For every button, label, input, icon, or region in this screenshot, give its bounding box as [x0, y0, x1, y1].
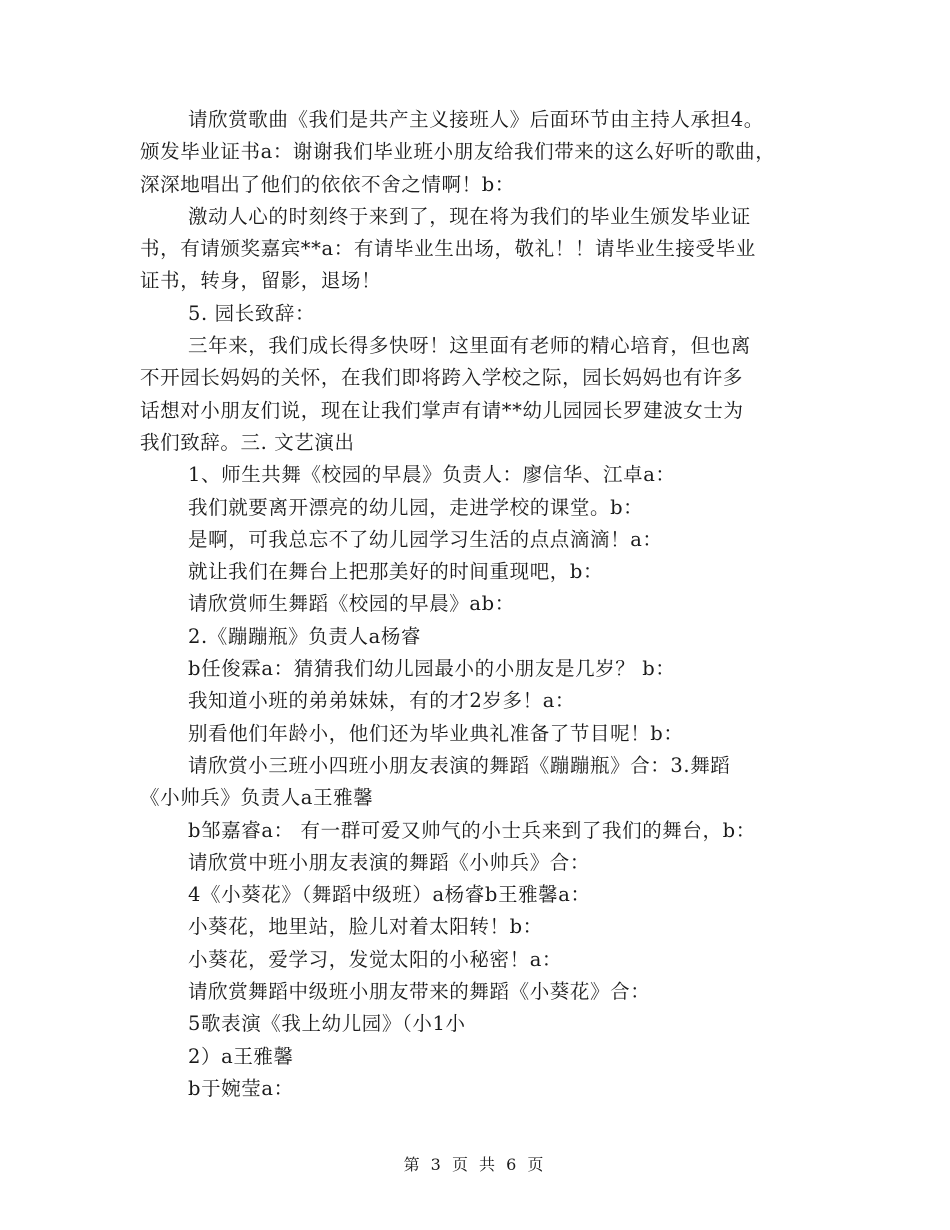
text-line: 三年来，我们成长得多快呀！这里面有老师的精心培育，但也离 [188, 334, 751, 358]
text-line: 4《小葵花》（舞蹈中级班）a杨睿b王雅馨a： [188, 883, 591, 907]
text-line: 就让我们在舞台上把那美好的时间重现吧，b： [188, 560, 604, 584]
text-line: b邹嘉睿a： 有一群可爱又帅气的小士兵来到了我们的舞台，b： [188, 818, 756, 842]
text-line: b于婉莹a： [188, 1076, 294, 1100]
text-line: 证书，转身，留影，退场！ [140, 269, 382, 293]
text-line: 请欣赏歌曲《我们是共产主义接班人》后面环节由主持人承担4。 [188, 108, 764, 131]
text-line: 不开园长妈妈的关怀，在我们即将跨入学校之际，园长妈妈也有许多 [140, 366, 744, 390]
text-line: 话想对小朋友们说，现在让我们掌声有请**幼儿园园长罗建波女士为 [140, 398, 744, 422]
text-line: 是啊，可我总忘不了幼儿园学习生活的点点滴滴！a： [188, 527, 663, 551]
text-line: 1、师生共舞《校园的早晨》负责人：廖信华、江卓a： [188, 463, 676, 487]
text-line: b任俊霖a：猜猜我们幼儿园最小的小朋友是几岁？ b： [188, 657, 676, 681]
text-line: 2.《蹦蹦瓶》负责人a杨睿 [188, 624, 422, 648]
text-line: 别看他们年龄小，他们还为毕业典礼准备了节目呢！b： [188, 721, 684, 745]
text-line: 5歌表演《我上幼儿园》（小1小 [188, 1012, 466, 1036]
text-line: 书，有请颁奖嘉宾**a：有请毕业生出场，敬礼！！请毕业生接受毕业 [140, 237, 756, 261]
page-footer: 第 3 页 共 6 页 [403, 1155, 547, 1174]
text-line: 请欣赏中班小朋友表演的舞蹈《小帅兵》合： [188, 850, 591, 874]
text-line: 激动人心的时刻终于来到了，现在将为我们的毕业生颁发毕业证 [188, 204, 751, 228]
text-line: 我知道小班的弟弟妹妹，有的才2岁多！a： [188, 689, 576, 713]
text-line: 我们致辞。三. 文艺演出 [140, 430, 355, 454]
text-line: 深深地唱出了他们的依依不舍之情啊！b： [140, 172, 515, 196]
text-line: 小葵花，爱学习，发觉太阳的小秘密！a： [188, 947, 563, 971]
text-line: 请欣赏小三班小四班小朋友表演的舞蹈《蹦蹦瓶》合：3.舞蹈 [188, 753, 731, 777]
text-line: 颁发毕业证书a：谢谢我们毕业班小朋友给我们带来的这么好听的歌曲， [140, 140, 776, 164]
document-body [140, 104, 820, 1105]
text-line: 5. 园长致辞： [188, 301, 316, 325]
text-line: 《小帅兵》负责人a王雅馨 [140, 786, 374, 810]
text-line: 请欣赏师生舞蹈《校园的早晨》ab： [188, 592, 515, 616]
text-line: 请欣赏舞蹈中级班小朋友带来的舞蹈《小葵花》合： [188, 980, 651, 1004]
text-line: 我们就要离开漂亮的幼儿园，走进学校的课堂。b： [188, 495, 644, 519]
text-line: 小葵花，地里站，脸儿对着太阳转！b： [188, 915, 543, 939]
text-line: 2）a王雅馨 [188, 1044, 294, 1068]
